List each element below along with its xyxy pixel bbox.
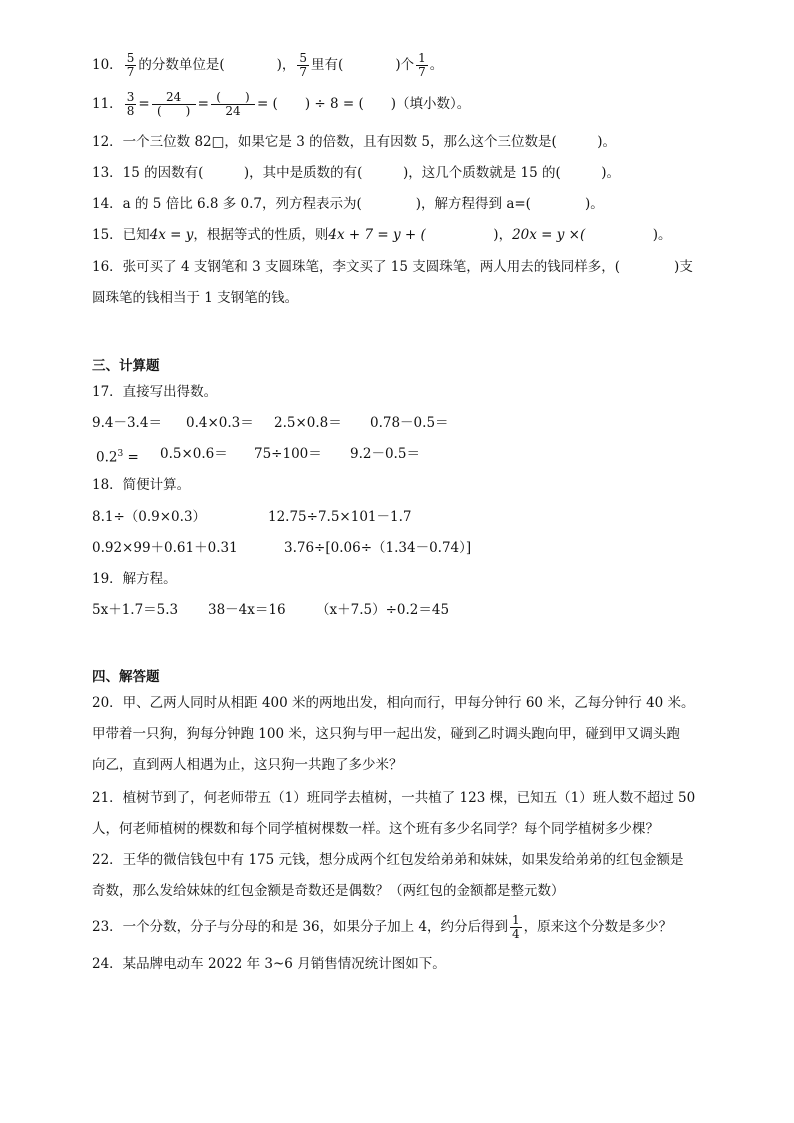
question-18-title: 18．简便计算。 (92, 477, 191, 493)
fraction: $\frac{3}{8}$ (126, 90, 135, 118)
section-heading: 三、计算题 (92, 358, 160, 374)
question-15: 15．已知4x = y，根据等式的性质，则4x + 7 = y + ( )，20x = y ×( )。 (92, 227, 672, 243)
expression: 9.4－3.4＝ (92, 415, 162, 431)
question-14: 14．a 的 5 倍比 6.8 多 0.7，列方程表示为( )，解方程得到 a=( )。 (92, 196, 604, 212)
expression: 0.92×99＋0.61＋0.31 (92, 540, 238, 556)
expression: 0.4×0.3＝ (186, 415, 254, 431)
question-22-line-1: 22．王华的微信钱包中有 175 元钱，想分成两个红包发给弟弟和妹妹，如果发给弟弟的红包金额是 (92, 852, 684, 868)
expression: 0.5×0.6＝ (160, 446, 228, 462)
question-17-title: 17．直接写出得数。 (92, 384, 218, 400)
expression: 0.78－0.5＝ (370, 415, 449, 431)
fraction: $\frac{1}{4}$ (512, 913, 520, 941)
question-23: 23．一个分数，分子与分母的和是 36，如果分子加上 4，约分后得到 $\frac{1}{4}$ ，原来这个分数是多少？ (92, 913, 673, 941)
question-13: 13．15 的因数有( )，其中是质数的有( )，这几个质数就是 15 的( )。 (92, 165, 621, 181)
fraction: $\frac{5}{7}$ (126, 51, 135, 79)
question-20-line-1: 20．甲、乙两人同时从相距 400 米的两地出发，相向而行，甲每分钟行 60 米，乙每分钟行 40 米。 (92, 695, 695, 711)
expression: 8.1÷（0.9×0.3） (92, 509, 207, 525)
question-20-line-2: 甲带着一只狗，狗每分钟跑 100 米，这只狗与甲一起出发，碰到乙时调头跑向甲，碰到甲又调头跑 (92, 726, 680, 742)
question-21-line-2: 人，何老师植树的棵数和每个同学植树棵数一样。这个班有多少名同学？每个同学植树多少棵？ (92, 821, 659, 837)
question-10: 10． $\frac{5}{7}$ 的分数单位是( )， $\frac{5}{7}$ 里有( )个 $\frac{1}{7}$ 。 (92, 51, 444, 79)
equation: （x＋7.5）÷0.2＝45 (316, 602, 450, 618)
question-24: 24．某品牌电动车 2022 年 3~6 月销售情况统计图如下。 (92, 956, 446, 972)
question-12: 12．一个三位数 82□，如果它是 3 的倍数，且有因数 5，那么这个三位数是( )。 (92, 134, 616, 150)
expression: $0.2^3$ = (96, 449, 139, 466)
question-11: 11． $\frac{3}{8}$ = $\frac{24}{( )}$ = $\frac{( )}{24}$ = ( ) ÷ 8 = ( )（填小数）。 (92, 90, 471, 118)
fraction: $\frac{5}{7}$ (299, 51, 308, 79)
question-19-title: 19．解方程。 (92, 571, 177, 587)
question-22-line-2: 奇数，那么发给妹妹的红包金额是奇数还是偶数？（两红包的金额都是整元数） (92, 883, 565, 899)
question-16-line-2: 圆珠笔的钱相当于 1 支钢笔的钱。 (92, 290, 299, 306)
fraction: $\frac{( )}{24}$ (211, 91, 255, 118)
question-16-line-1: 16．张可买了 4 支钢笔和 3 支圆珠笔，李文买了 15 支圆珠笔，两人用去的钱同样多，( )支 (92, 259, 693, 275)
section-heading: 四、解答题 (92, 669, 160, 685)
question-21-line-1: 21．植树节到了，何老师带五（1）班同学去植树，一共植了 123 棵，已知五（1）班人数不超过 50 (92, 790, 696, 806)
expression: 75÷100＝ (254, 446, 322, 462)
question-20-line-3: 向乙，直到两人相遇为止，这只狗一共跑了多少米？ (92, 757, 403, 773)
expression: 9.2－0.5＝ (350, 446, 420, 462)
fraction: $\frac{24}{( )}$ (152, 91, 196, 118)
expression: 3.76÷[0.06÷（1.34－0.74）] (284, 540, 472, 556)
expression: 12.75÷7.5×101－1.7 (268, 509, 412, 525)
expression: 2.5×0.8＝ (274, 415, 342, 431)
equation: 5x＋1.7＝5.3 (92, 602, 179, 618)
fraction: $\frac{1}{7}$ (418, 51, 426, 79)
equation: 38－4x＝16 (208, 602, 286, 618)
